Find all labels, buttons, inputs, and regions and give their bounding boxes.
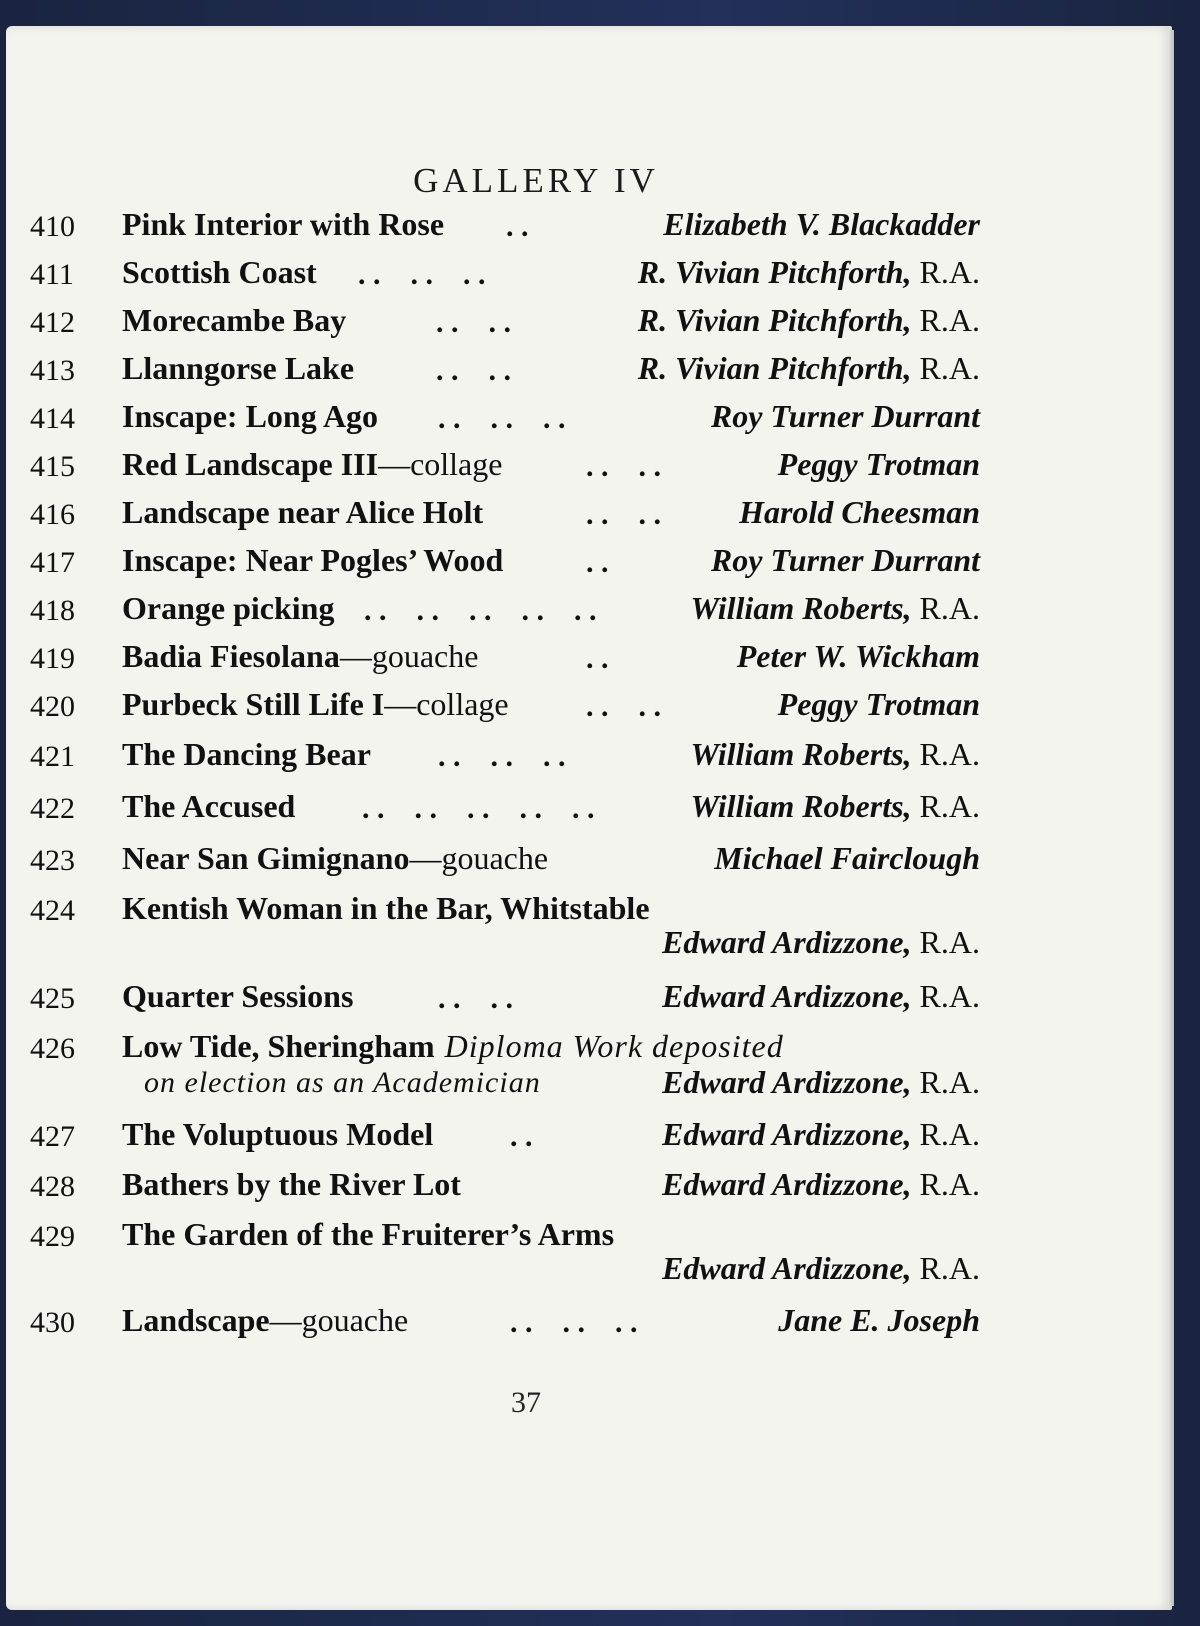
dot-leader: . . (586, 546, 609, 579)
dot-leader: . . . . (586, 690, 661, 723)
catalogue-number: 423 (30, 844, 75, 877)
artwork-title: Kentish Woman in the Bar, Whitstable (122, 890, 650, 926)
artist-line (662, 1250, 980, 1287)
title-line (122, 638, 478, 675)
title-line (122, 542, 503, 579)
title-line (122, 1116, 433, 1153)
dot-leader: . . (506, 210, 529, 243)
artwork-title: Scottish Coast (122, 254, 317, 290)
title-line (122, 890, 650, 927)
dot-leader: . . . . (438, 982, 513, 1015)
title-line (122, 1166, 461, 1203)
artwork-title: Inscape: Long Ago (122, 398, 379, 434)
artist-name: Peggy Trotman (777, 686, 980, 722)
title-line (122, 494, 483, 531)
catalogue-number: 419 (30, 642, 75, 675)
catalogue-number: 430 (30, 1306, 75, 1339)
catalogue-number: 413 (30, 354, 75, 387)
artist-line (662, 978, 980, 1015)
artist-suffix: R.A. (919, 302, 980, 338)
artwork-medium: —collage (384, 686, 509, 722)
artist-line (714, 840, 980, 877)
artist-line (690, 788, 980, 825)
artwork-medium: —collage (378, 446, 503, 482)
artist-suffix: R.A. (919, 1250, 980, 1286)
artist-suffix: R.A. (919, 736, 980, 772)
title-line (122, 446, 502, 483)
artwork-title: Near San Gimignano (122, 840, 410, 876)
artist-name: Edward Ardizzone, (662, 1064, 912, 1100)
dot-leader: . . . . (436, 354, 511, 387)
catalogue-number: 415 (30, 450, 75, 483)
artist-line (711, 398, 980, 435)
catalogue-number: 428 (30, 1170, 75, 1203)
artist-line (638, 254, 980, 291)
diploma-note-continued: on election as an Academician (144, 1066, 541, 1099)
artist-line (662, 1166, 980, 1203)
artwork-title: Badia Fiesolana (122, 638, 340, 674)
catalogue-number: 421 (30, 740, 75, 773)
artist-name: Peggy Trotman (777, 446, 980, 482)
catalogue-page (6, 26, 1172, 1610)
artist-name: Edward Ardizzone, (662, 1116, 912, 1152)
dot-leader: . . . . (586, 498, 661, 531)
artwork-title: Inscape: Near Pogles’ Wood (122, 542, 504, 578)
artist-line (778, 446, 980, 483)
artist-line (662, 924, 980, 961)
entry-list (6, 26, 1172, 1610)
artist-name: William Roberts, (690, 590, 912, 626)
artwork-title: The Voluptuous Model (122, 1116, 434, 1152)
artwork-medium: —gouache (269, 1302, 409, 1338)
artwork-medium: —gouache (409, 840, 549, 876)
dot-leader: . . . . (436, 306, 511, 339)
title-line (122, 978, 353, 1015)
artist-line (690, 736, 980, 773)
artist-name: William Roberts, (690, 736, 912, 772)
artwork-title: Orange picking (122, 590, 335, 626)
title-line (122, 788, 295, 825)
artwork-title: The Garden of the Fruiterer’s Arms (122, 1216, 615, 1252)
catalogue-number: 425 (30, 982, 75, 1015)
catalogue-number: 414 (30, 402, 75, 435)
dot-leader: . . . . . . (510, 1306, 638, 1339)
diploma-note: Diploma Work deposited (444, 1028, 784, 1064)
artwork-title: Purbeck Still Life I (122, 686, 385, 722)
title-line (122, 254, 317, 291)
artist-line (778, 1302, 980, 1339)
catalogue-number: 420 (30, 690, 75, 723)
artwork-title: Landscape near Alice Holt (122, 494, 484, 530)
artist-name: R. Vivian Pitchforth, (637, 350, 912, 386)
artist-line (638, 350, 980, 387)
artist-name: Edward Ardizzone, (662, 1250, 912, 1286)
catalogue-number: 411 (30, 258, 74, 291)
catalogue-number: 418 (30, 594, 75, 627)
artwork-title: Red Landscape III (122, 446, 379, 482)
artist-name: Edward Ardizzone, (662, 1166, 912, 1202)
dot-leader: . . . . . . . . . . (362, 792, 595, 825)
artwork-title: Morecambe Bay (122, 302, 347, 338)
catalogue-number: 416 (30, 498, 75, 531)
dot-leader: . . (586, 642, 609, 675)
title-line (122, 840, 548, 877)
artist-name: Roy Turner Durrant (710, 542, 980, 578)
artist-suffix: R.A. (919, 1064, 980, 1100)
artist-suffix: R.A. (919, 590, 980, 626)
dot-leader: . . (510, 1120, 533, 1153)
catalogue-number: 412 (30, 306, 75, 339)
artist-line (662, 1064, 980, 1101)
title-line (122, 686, 509, 723)
dot-leader: . . . . . . (358, 258, 486, 291)
artist-suffix: R.A. (919, 924, 980, 960)
artwork-title: The Accused (122, 788, 296, 824)
artist-suffix: R.A. (919, 978, 980, 1014)
title-line (122, 1028, 784, 1065)
catalogue-number: 422 (30, 792, 75, 825)
artist-suffix: R.A. (919, 254, 980, 290)
artist-line (711, 542, 980, 579)
artist-name: Peter W. Wickham (736, 638, 980, 674)
artist-name: Edward Ardizzone, (662, 978, 912, 1014)
catalogue-number: 426 (30, 1032, 75, 1065)
title-line (122, 736, 371, 773)
dot-leader: . . . . . . . . . . (364, 594, 597, 627)
page-heading: GALLERY IV (413, 161, 659, 200)
title-line (122, 302, 346, 339)
catalogue-number: 410 (30, 210, 75, 243)
artwork-title: Quarter Sessions (122, 978, 354, 1014)
artist-suffix: R.A. (919, 350, 980, 386)
artist-line (690, 590, 980, 627)
artist-name: Elizabeth V. Blackadder (663, 206, 980, 242)
artist-name: R. Vivian Pitchforth, (637, 302, 912, 338)
catalogue-number: 417 (30, 546, 75, 579)
title-line (122, 590, 334, 627)
artwork-title: Bathers by the River Lot (122, 1166, 461, 1202)
artist-name: Michael Fairclough (714, 840, 980, 876)
title-line (122, 398, 378, 435)
artist-line (638, 302, 980, 339)
dot-leader: . . . . . . (438, 402, 566, 435)
catalogue-number: 427 (30, 1120, 75, 1153)
catalogue-number: 424 (30, 894, 75, 927)
artist-name: William Roberts, (690, 788, 912, 824)
artist-name: Jane E. Joseph (778, 1302, 980, 1338)
catalogue-number: 429 (30, 1220, 75, 1253)
artist-name: Edward Ardizzone, (662, 924, 912, 960)
title-line (122, 1302, 408, 1339)
artist-line (662, 1116, 980, 1153)
page-number: 37 (511, 1386, 541, 1419)
artist-suffix: R.A. (919, 1116, 980, 1152)
artwork-title: Landscape (122, 1302, 270, 1338)
page-edge (1168, 30, 1174, 1606)
artwork-medium: —gouache (339, 638, 479, 674)
title-line (122, 206, 444, 243)
artwork-title: Pink Interior with Rose (122, 206, 445, 242)
dot-leader: . . . . . . (438, 740, 566, 773)
dot-leader: . . . . (586, 450, 661, 483)
artwork-title: The Dancing Bear (122, 736, 371, 772)
title-line (122, 1216, 614, 1253)
artist-name: R. Vivian Pitchforth, (637, 254, 912, 290)
title-line (122, 350, 354, 387)
artist-line (739, 494, 980, 531)
artist-line (737, 638, 980, 675)
artist-line (778, 686, 980, 723)
artist-suffix: R.A. (919, 1166, 980, 1202)
artist-suffix: R.A. (919, 788, 980, 824)
artwork-title: Low Tide, Sheringham (122, 1028, 435, 1064)
artist-line (663, 206, 980, 243)
artist-name: Harold Cheesman (739, 494, 980, 530)
artwork-title: Llanngorse Lake (122, 350, 355, 386)
artist-name: Roy Turner Durrant (710, 398, 980, 434)
